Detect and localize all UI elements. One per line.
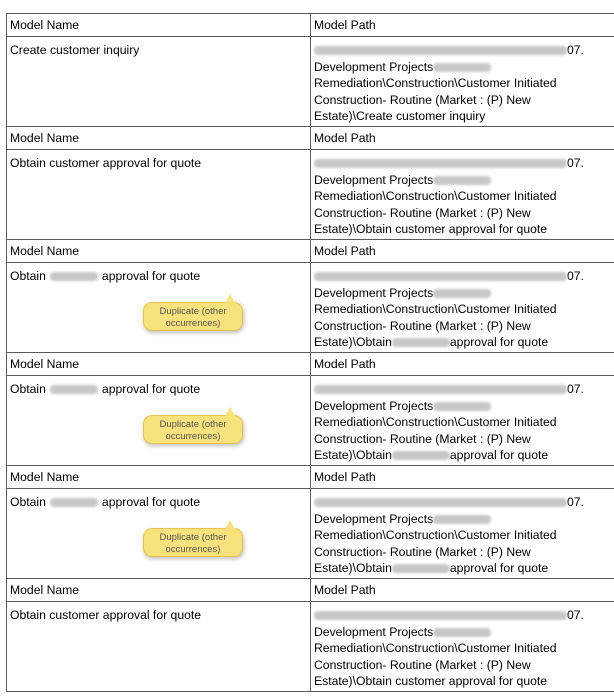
redacted-text xyxy=(314,272,567,281)
model-record xyxy=(6,13,614,126)
model-record xyxy=(6,352,614,465)
path-line-3: Remediation\Construction\Customer Initiated xyxy=(314,641,557,655)
callout-text: Duplicate (other occurrences) xyxy=(159,306,227,329)
model-name-header: Model Name xyxy=(6,239,311,263)
path-line-3: Remediation\Construction\Customer Initiated xyxy=(314,189,557,203)
model-record xyxy=(6,239,614,352)
path-line-4: Construction- Routine (Market : (P) New xyxy=(314,318,531,333)
path-segment: Development Projects xyxy=(314,285,434,300)
model-record xyxy=(6,578,614,691)
redacted-text xyxy=(314,159,567,168)
callout-text: Duplicate (other occurrences) xyxy=(159,532,227,555)
model-name-cell xyxy=(6,375,311,466)
model-name-text: Obtain customer approval for quote xyxy=(10,156,202,170)
path-end: 07. xyxy=(567,43,584,57)
path-line-2 xyxy=(314,59,611,76)
path-line-2 xyxy=(314,285,611,302)
model-name-part: Obtain xyxy=(10,382,46,396)
redacted-text xyxy=(433,289,491,298)
path-segment: approval for quote xyxy=(449,448,549,462)
model-name-cell xyxy=(6,601,311,692)
model-path-cell xyxy=(310,601,614,692)
callout-pointer xyxy=(225,407,235,416)
path-segment: Development Projects xyxy=(314,172,434,187)
model-name-text: Obtain customer approval for quote xyxy=(10,608,202,622)
path-line-2 xyxy=(314,624,611,641)
callout-pointer xyxy=(225,294,235,303)
model-path-header: Model Path xyxy=(310,126,614,150)
path-line-1 xyxy=(314,155,611,172)
redacted-text xyxy=(392,564,450,573)
path-segment: Estate)\Create customer inquiry xyxy=(314,109,486,123)
model-name-text xyxy=(10,382,200,396)
model-name-text: Create customer inquiry xyxy=(10,43,140,57)
path-line-5 xyxy=(314,673,611,690)
path-segment: Estate)\Obtain customer approval for quote xyxy=(314,674,548,688)
model-path-cell xyxy=(310,488,614,579)
model-name-part: approval for quote xyxy=(101,495,201,509)
path-segment: Development Projects xyxy=(314,59,434,74)
model-path-header: Model Path xyxy=(310,239,614,263)
path-line-3: Remediation\Construction\Customer Initiated xyxy=(314,528,557,542)
model-path-header: Model Path xyxy=(310,465,614,489)
model-name-text xyxy=(10,269,200,283)
redacted-text xyxy=(50,498,98,507)
path-line-4: Construction- Routine (Market : (P) New xyxy=(314,205,531,220)
path-segment: Estate)\Obtain xyxy=(314,448,392,462)
model-name-header: Model Name xyxy=(6,13,311,37)
path-end: 07. xyxy=(567,382,584,396)
model-path-cell xyxy=(310,262,614,353)
path-line-5 xyxy=(314,108,611,125)
path-segment: approval for quote xyxy=(449,561,549,575)
model-name-header: Model Name xyxy=(6,578,311,602)
model-name-part: Obtain xyxy=(10,495,46,509)
model-name-text xyxy=(10,495,200,509)
redacted-text xyxy=(314,385,567,394)
path-segment: Development Projects xyxy=(314,511,434,526)
model-name-header: Model Name xyxy=(6,352,311,376)
model-path-cell xyxy=(310,375,614,466)
duplicate-callout xyxy=(143,415,243,444)
redacted-text xyxy=(392,451,450,460)
redacted-text xyxy=(433,63,491,72)
path-line-5 xyxy=(314,447,611,464)
callout-pointer xyxy=(225,520,235,529)
model-path-header: Model Path xyxy=(310,352,614,376)
model-name-cell xyxy=(6,262,311,353)
path-segment: Estate)\Obtain xyxy=(314,335,392,349)
path-end: 07. xyxy=(567,156,584,170)
path-line-3: Remediation\Construction\Customer Initiated xyxy=(314,415,557,429)
model-name-cell xyxy=(6,36,311,127)
model-record xyxy=(6,465,614,578)
path-segment: Estate)\Obtain xyxy=(314,561,392,575)
path-line-1 xyxy=(314,381,611,398)
model-path-cell xyxy=(310,149,614,240)
path-line-5 xyxy=(314,560,611,577)
path-line-4: Construction- Routine (Market : (P) New xyxy=(314,657,531,672)
model-record xyxy=(6,126,614,239)
path-line-3: Remediation\Construction\Customer Initiated xyxy=(314,76,557,90)
path-line-2 xyxy=(314,172,611,189)
path-segment: Estate)\Obtain customer approval for quote xyxy=(314,222,548,236)
path-line-5 xyxy=(314,334,611,351)
path-segment: Development Projects xyxy=(314,398,434,413)
redacted-text xyxy=(314,498,567,507)
redacted-text xyxy=(392,338,450,347)
path-line-4: Construction- Routine (Market : (P) New xyxy=(314,92,531,107)
path-line-2 xyxy=(314,398,611,415)
redacted-text xyxy=(314,611,567,620)
path-line-5 xyxy=(314,221,611,238)
path-segment: approval for quote xyxy=(449,335,549,349)
path-line-1 xyxy=(314,42,611,59)
model-name-header: Model Name xyxy=(6,465,311,489)
model-name-part: Obtain xyxy=(10,269,46,283)
duplicate-callout xyxy=(143,302,243,331)
path-end: 07. xyxy=(567,608,584,622)
model-path-table xyxy=(6,13,614,691)
path-end: 07. xyxy=(567,269,584,283)
path-line-2 xyxy=(314,511,611,528)
redacted-text xyxy=(50,272,98,281)
model-name-part: approval for quote xyxy=(101,382,201,396)
model-path-header: Model Path xyxy=(310,578,614,602)
redacted-text xyxy=(50,385,98,394)
path-line-1 xyxy=(314,494,611,511)
path-line-1 xyxy=(314,607,611,624)
duplicate-callout xyxy=(143,528,243,557)
path-line-1 xyxy=(314,268,611,285)
redacted-text xyxy=(314,46,567,55)
model-name-part: approval for quote xyxy=(101,269,201,283)
model-path-cell xyxy=(310,36,614,127)
path-line-4: Construction- Routine (Market : (P) New xyxy=(314,544,531,559)
path-end: 07. xyxy=(567,495,584,509)
callout-text: Duplicate (other occurrences) xyxy=(159,419,227,442)
model-path-header: Model Path xyxy=(310,13,614,37)
redacted-text xyxy=(433,176,491,185)
redacted-text xyxy=(433,402,491,411)
model-name-cell xyxy=(6,488,311,579)
model-name-cell xyxy=(6,149,311,240)
path-line-4: Construction- Routine (Market : (P) New xyxy=(314,431,531,446)
path-line-3: Remediation\Construction\Customer Initiated xyxy=(314,302,557,316)
redacted-text xyxy=(433,628,491,637)
redacted-text xyxy=(433,515,491,524)
path-segment: Development Projects xyxy=(314,624,434,639)
model-name-header: Model Name xyxy=(6,126,311,150)
